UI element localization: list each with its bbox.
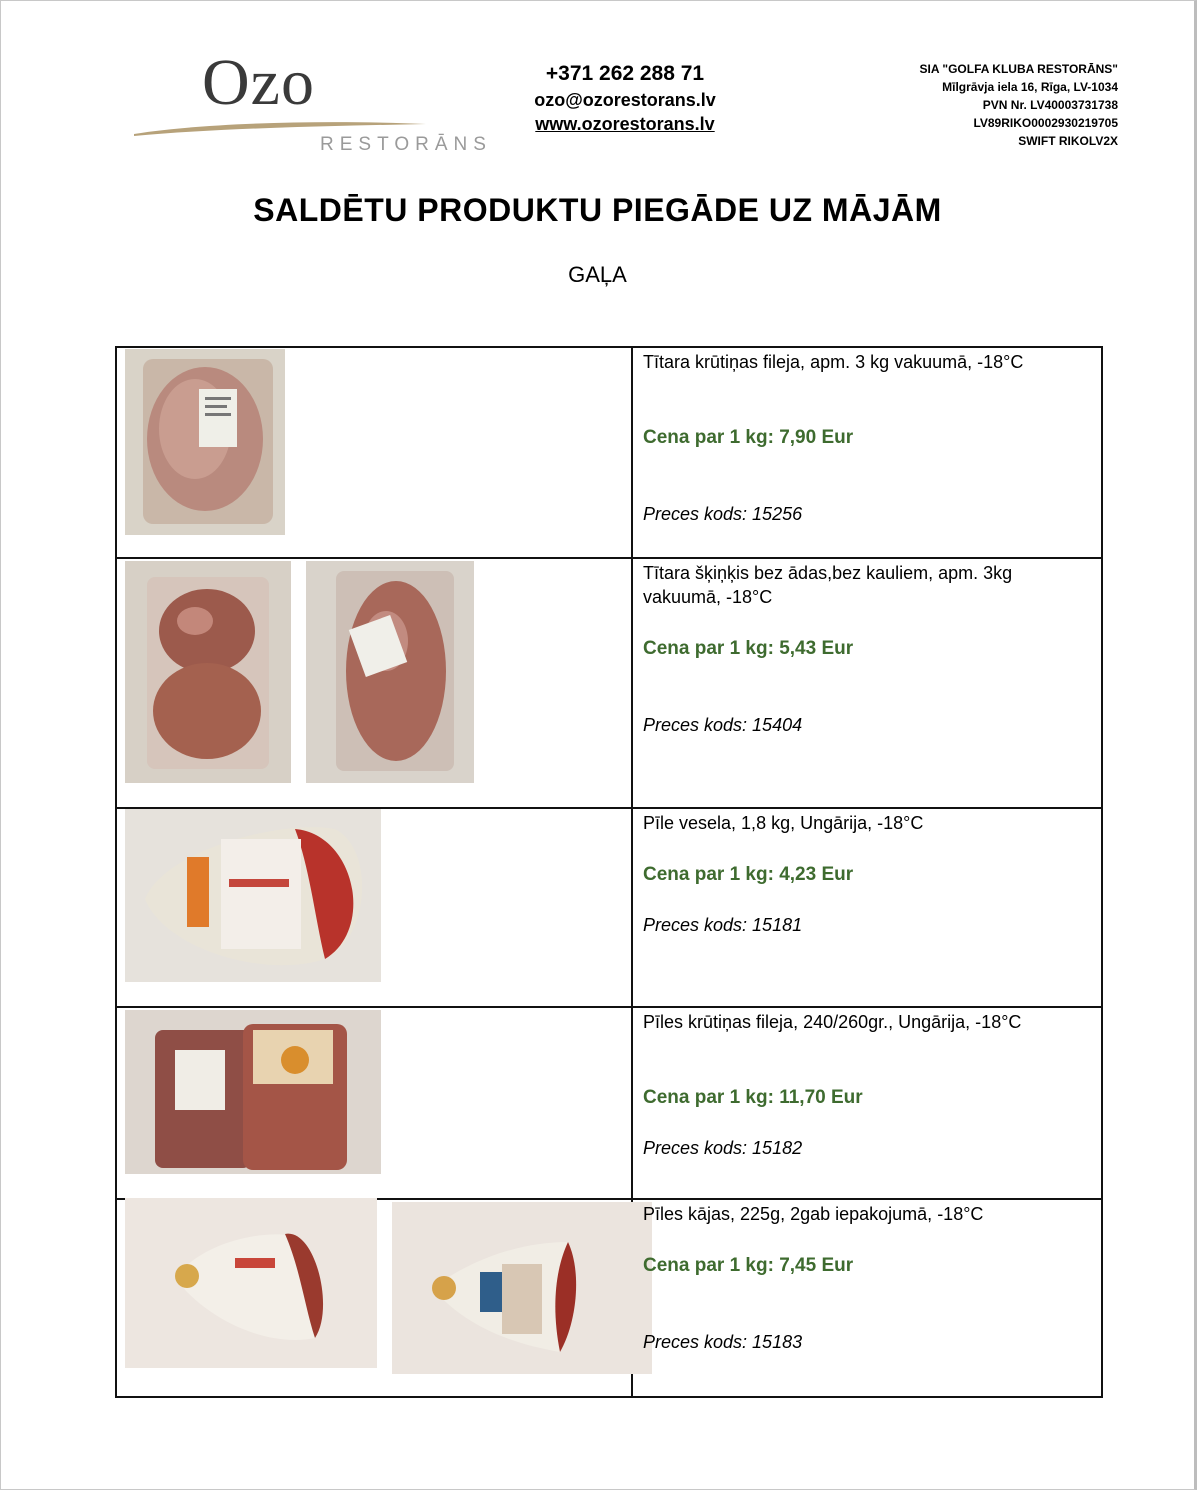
- product-price: Cena par 1 kg: 4,23 Eur: [643, 864, 854, 885]
- product-description: [643, 561, 1093, 735]
- ozo-logo: [130, 46, 492, 170]
- product-description: [643, 1010, 1093, 1158]
- section-subtitle: GAĻA: [568, 262, 627, 287]
- table-row: [115, 1198, 1103, 1396]
- company-vat: PVN Nr. LV40003731738: [982, 98, 1118, 112]
- table-row: [115, 557, 1103, 807]
- product-name: Tītara krūtiņas fileja, apm. 3 kg vakuumā, -18°C: [643, 352, 1024, 372]
- table-row: [115, 1006, 1103, 1198]
- product-name: Pīles krūtiņas fileja, 240/260gr., Ungārija, -18°C: [643, 1012, 1022, 1032]
- product-description: [643, 1202, 1093, 1352]
- product-price: Cena par 1 kg: 5,43 Eur: [643, 638, 854, 659]
- company-iban: LV89RIKO0002930219705: [973, 116, 1118, 130]
- product-code: Preces kods: 15183: [643, 1332, 803, 1352]
- product-photo: [125, 1198, 377, 1368]
- product-photo: [125, 349, 285, 535]
- product-name: Pīle vesela, 1,8 kg, Ungārija, -18°C: [643, 813, 924, 833]
- logo-wordmark: Ozo: [202, 46, 315, 119]
- website-link[interactable]: www.ozorestorans.lv: [535, 114, 715, 134]
- product-name: Pīles kājas, 225g, 2gab iepakojumā, -18°C: [643, 1204, 984, 1224]
- product-name: Tītara šķiņķis bez ādas,bez kauliem, apm. 3kg vakuumā, -18°C: [643, 563, 1013, 607]
- company-details: [798, 60, 1118, 150]
- company-swift: SWIFT RIKOLV2X: [1018, 134, 1118, 148]
- contact-block: [510, 60, 740, 136]
- product-code: Preces kods: 15404: [643, 715, 803, 735]
- document-title: SALDĒTU PRODUKTU PIEGĀDE UZ MĀJĀM: [253, 192, 942, 228]
- product-price: Cena par 1 kg: 11,70 Eur: [643, 1087, 863, 1108]
- company-name: SIA "GOLFA KLUBA RESTORĀNS": [919, 62, 1118, 76]
- product-photo: [392, 1202, 652, 1374]
- product-description: [643, 811, 1093, 935]
- company-address: Mīlgrāvja iela 16, Rīga, LV-1034: [942, 80, 1118, 94]
- email-address[interactable]: ozo@ozorestorans.lv: [534, 90, 716, 110]
- product-table: [115, 346, 1103, 1398]
- product-code: Preces kods: 15182: [643, 1138, 803, 1158]
- product-photo: [125, 1010, 381, 1174]
- product-code: Preces kods: 15181: [643, 915, 803, 935]
- table-border: [115, 1396, 1103, 1398]
- product-photo: [125, 561, 291, 783]
- product-price: Cena par 1 kg: 7,45 Eur: [643, 1255, 854, 1276]
- logo-subtitle: RESTORĀNS: [320, 134, 492, 155]
- product-photo: [125, 809, 381, 982]
- product-code: Preces kods: 15256: [643, 504, 803, 524]
- product-description: [643, 350, 1093, 524]
- product-price: Cena par 1 kg: 7,90 Eur: [643, 427, 854, 448]
- table-row: [115, 807, 1103, 1006]
- phone-number[interactable]: +371 262 288 71: [545, 62, 705, 85]
- table-row: [115, 346, 1103, 557]
- product-photo: [306, 561, 474, 783]
